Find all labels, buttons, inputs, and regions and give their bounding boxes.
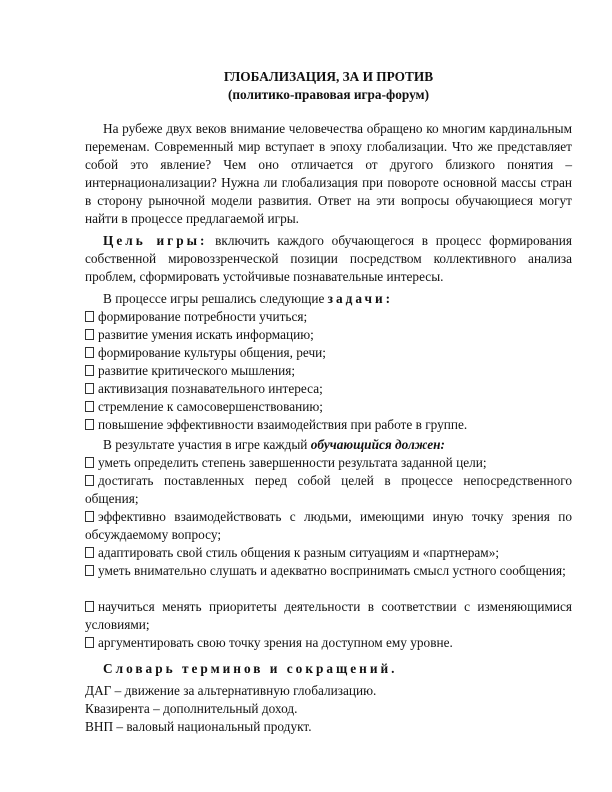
task-item: активизация познавательного интереса;: [85, 380, 572, 398]
outcome-item: адаптировать свой стиль общения к разным ситуациям и «партнерам»;: [85, 544, 572, 562]
glossary-heading: Словарь терминов и сокращений.: [103, 661, 398, 676]
outcomes-label: обучающийся должен:: [310, 437, 445, 452]
task-item: формирование потребности учиться;: [85, 308, 572, 326]
goal-label: Цель игры:: [103, 233, 208, 248]
tasks-label: задачи:: [327, 291, 394, 306]
task-item: формирование культуры общения, речи;: [85, 344, 572, 362]
outcome-item: достигать поставленных перед собой целей в процессе непосредственного общения;: [85, 473, 572, 506]
glossary-entry: Квазирента – дополнительный доход.: [85, 701, 298, 716]
checkbox-square-icon: [85, 383, 94, 394]
intro-paragraph: На рубеже двух веков внимание человечества обращено ко многим кардинальным переменам. Современный мир вступает в эпоху глобализации. Что же представляет собой это явление? Чем оно отличается от другого близкого понятия – интернационализации? Нужна ли глобализация при повороте основной массы стран в сторону рыночной модели развития. Ответ на эти вопросы обучающиеся могут найти в процессе предлагаемой игры.: [85, 121, 572, 226]
checkbox-square-icon: [85, 457, 94, 468]
task-item: повышение эффективности взаимодействия при работе в группе.: [85, 416, 572, 434]
outcome-item: аргументировать свою точку зрения на доступном ему уровне.: [85, 634, 572, 652]
checkbox-square-icon: [85, 475, 94, 486]
document-title: ГЛОБАЛИЗАЦИЯ, ЗА И ПРОТИВ: [223, 69, 434, 84]
checkbox-square-icon: [85, 311, 94, 322]
checkbox-square-icon: [85, 547, 94, 558]
document-subtitle: (политико-правовая игра-форум): [227, 87, 430, 102]
checkbox-square-icon: [85, 401, 94, 412]
outcome-item: научиться менять приоритеты деятельности в соответствии с изменяющимися условиями;: [85, 599, 572, 632]
checkbox-square-icon: [85, 565, 94, 576]
checkbox-square-icon: [85, 347, 94, 358]
checkbox-square-icon: [85, 329, 94, 340]
checkbox-square-icon: [85, 511, 94, 522]
checkbox-square-icon: [85, 601, 94, 612]
glossary-entry: ВНП – валовый национальный продукт.: [85, 719, 312, 734]
glossary-entry: ДАГ – движение за альтернативную глобализацию.: [85, 683, 377, 698]
checkbox-square-icon: [85, 419, 94, 430]
goal-text: включить каждого обучающегося в процесс формирования собственной мировоззренческой позиции посредством коллективного анализа проблем, сформировать устойчивые познавательные интересы.: [85, 233, 573, 284]
goal-paragraph: [85, 232, 572, 286]
outcomes-lead: В результате участия в игре каждый обучающийся должен:: [103, 437, 445, 452]
task-item: развитие умения искать информацию;: [85, 326, 572, 344]
outcome-item: уметь внимательно слушать и адекватно воспринимать смысл устного сообщения;: [85, 562, 572, 580]
task-item: стремление к самосовершенствованию;: [85, 398, 572, 416]
checkbox-square-icon: [85, 637, 94, 648]
outcome-item: эффективно взаимодействовать с людьми, имеющими иную точку зрения по обсуждаемому вопросу;: [85, 509, 572, 542]
checkbox-square-icon: [85, 365, 94, 376]
task-item: развитие критического мышления;: [85, 362, 572, 380]
outcome-item: уметь определить степень завершенности результата заданной цели;: [85, 454, 572, 472]
tasks-lead: В процессе игры решались следующие задачи:: [103, 291, 394, 306]
